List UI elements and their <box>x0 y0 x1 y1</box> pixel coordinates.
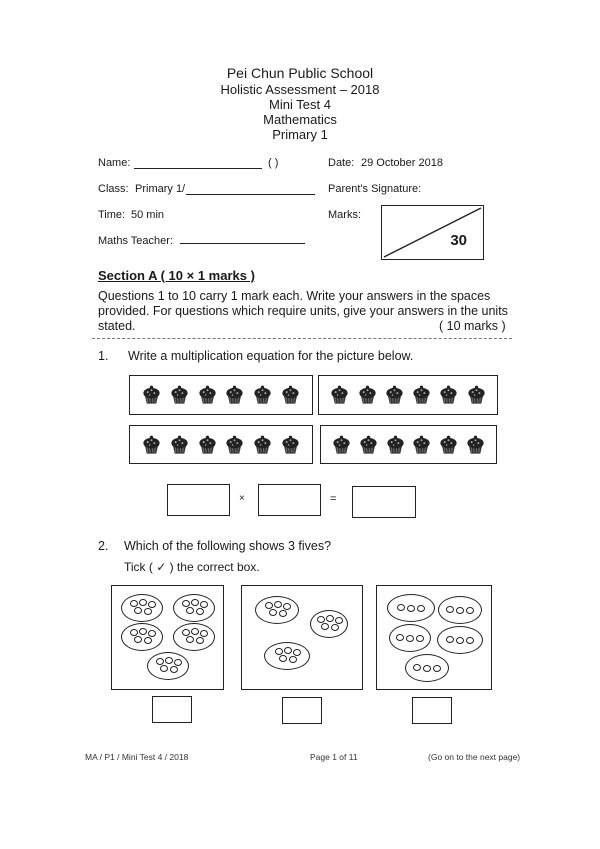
teacher-field[interactable] <box>180 243 305 244</box>
footer-code: MA / P1 / Mini Test 4 / 2018 <box>85 752 189 762</box>
marks-diagonal-line <box>382 206 483 259</box>
class-label: Class: <box>98 183 129 195</box>
group-oval <box>438 596 482 624</box>
counter-dot <box>279 610 287 617</box>
group-oval <box>389 624 431 652</box>
counter-dot <box>417 605 425 612</box>
time-value: 50 min <box>131 209 165 221</box>
cupcake-icon <box>280 384 301 406</box>
counter-dot <box>446 606 454 613</box>
counter-dot <box>284 647 292 654</box>
cupcake-group <box>129 375 313 415</box>
counter-dot <box>396 634 404 641</box>
equals-sign: = <box>330 493 337 505</box>
counter-dot <box>148 601 156 608</box>
times-sign: × <box>239 493 245 504</box>
school-name: Pei Chun Public School <box>226 65 374 81</box>
cupcake-icon <box>252 384 273 406</box>
counter-dot <box>279 655 287 662</box>
cupcake-icon <box>141 434 162 456</box>
counter-dot <box>186 636 194 643</box>
cupcake-icon <box>329 384 350 406</box>
counter-dot <box>130 600 138 607</box>
counter-dot <box>191 599 199 606</box>
cupcake-icon <box>385 434 406 456</box>
q1-text: Write a multiplication equation for the picture below. <box>128 349 414 363</box>
section-title: Section A ( 10 × 1 marks ) <box>98 268 255 283</box>
counter-dot <box>269 609 277 616</box>
marks-label: Marks: <box>328 209 361 221</box>
counter-dot <box>186 607 194 614</box>
cupcake-icon <box>438 434 459 456</box>
counter-dot <box>317 616 325 623</box>
group-oval <box>173 594 215 622</box>
counter-dot <box>407 605 415 612</box>
tick-box-option-a[interactable] <box>152 696 192 723</box>
option-b-panel <box>241 585 363 690</box>
cupcake-icon <box>411 434 432 456</box>
counter-dot <box>416 635 424 642</box>
counter-dot <box>134 636 142 643</box>
cupcake-icon <box>197 384 218 406</box>
date-value: 29 October 2018 <box>361 157 443 169</box>
cupcake-group <box>129 425 313 464</box>
marks-box <box>381 205 484 260</box>
level-title: Primary 1 <box>272 127 328 142</box>
counter-dot <box>265 602 273 609</box>
answer-box-product[interactable] <box>352 486 416 518</box>
counter-dot <box>148 630 156 637</box>
footer-next-page: (Go on to the next page) <box>428 752 521 762</box>
cupcake-icon <box>169 434 190 456</box>
cupcake-icon <box>357 384 378 406</box>
cupcake-icon <box>280 434 301 456</box>
test-title: Mini Test 4 <box>269 97 331 112</box>
cupcake-icon <box>197 434 218 456</box>
counter-dot <box>200 630 208 637</box>
counter-dot <box>293 649 301 656</box>
class-field[interactable] <box>186 194 315 195</box>
option-c-panel <box>376 585 492 690</box>
counter-dot <box>413 664 421 671</box>
counter-dot <box>423 665 431 672</box>
counter-dot <box>134 607 142 614</box>
group-oval <box>264 642 310 670</box>
counter-dot <box>144 637 152 644</box>
group-oval <box>405 654 449 682</box>
cupcake-icon <box>224 384 245 406</box>
counter-dot <box>130 629 138 636</box>
counter-dot <box>466 637 474 644</box>
cupcake-icon <box>465 434 486 456</box>
group-oval <box>121 594 163 622</box>
counter-dot <box>331 624 339 631</box>
counter-dot <box>174 659 182 666</box>
counter-dot <box>170 666 178 673</box>
cupcake-group <box>320 425 497 464</box>
group-oval <box>147 652 189 680</box>
counter-dot <box>165 657 173 664</box>
group-oval <box>255 596 299 624</box>
counter-dot <box>191 628 199 635</box>
counter-dot <box>433 665 441 672</box>
name-label: Name: <box>98 157 131 169</box>
answer-box-factor-1[interactable] <box>167 484 230 516</box>
q2-number: 2. <box>98 539 109 553</box>
group-oval <box>310 610 348 638</box>
time-label: Time: <box>98 209 126 221</box>
date-label: Date: <box>328 157 355 169</box>
subject-title: Mathematics <box>263 112 337 127</box>
counter-dot <box>289 656 297 663</box>
counter-dot <box>139 628 147 635</box>
counter-dot <box>182 629 190 636</box>
instructions-line-1: Questions 1 to 10 carry 1 mark each. Write your answers in the spaces <box>98 289 491 303</box>
tick-box-option-c[interactable] <box>412 697 452 724</box>
counter-dot <box>456 637 464 644</box>
q2-tick-instruction: Tick ( ✓ ) the correct box. <box>124 560 260 574</box>
counter-dot <box>200 601 208 608</box>
counter-dot <box>456 607 464 614</box>
counter-dot <box>196 637 204 644</box>
counter-dot <box>144 608 152 615</box>
cupcake-icon <box>141 384 162 406</box>
answer-box-factor-2[interactable] <box>258 484 321 516</box>
parent-signature-label: Parent's Signature: <box>328 183 422 195</box>
cupcake-icon <box>169 384 190 406</box>
register-number-field: ( ) <box>268 157 279 169</box>
counter-dot <box>335 617 343 624</box>
cupcake-icon <box>384 384 405 406</box>
marks-total: 30 <box>450 232 467 249</box>
option-a-panel <box>111 585 224 690</box>
instructions-line-3: stated. <box>98 319 136 333</box>
cupcake-group <box>318 375 498 415</box>
cupcake-icon <box>411 384 432 406</box>
tick-box-option-b[interactable] <box>282 697 322 724</box>
counter-dot <box>182 600 190 607</box>
instructions-marks: ( 10 marks ) <box>439 319 506 333</box>
counter-dot <box>466 607 474 614</box>
counter-dot <box>283 603 291 610</box>
group-oval <box>387 594 435 622</box>
group-oval <box>121 623 163 651</box>
q2-text: Which of the following shows 3 fives? <box>124 539 332 553</box>
counter-dot <box>326 615 334 622</box>
group-oval <box>437 626 483 654</box>
cupcake-icon <box>466 384 487 406</box>
footer-page: Page 1 of 11 <box>310 752 358 762</box>
counter-dot <box>156 658 164 665</box>
counter-dot <box>275 648 283 655</box>
q1-number: 1. <box>98 349 109 363</box>
cupcake-icon <box>224 434 245 456</box>
class-value: Primary 1/ <box>135 183 186 195</box>
cupcake-icon <box>331 434 352 456</box>
counter-dot <box>406 635 414 642</box>
cupcake-icon <box>438 384 459 406</box>
teacher-label: Maths Teacher: <box>98 235 174 247</box>
group-oval <box>173 623 215 651</box>
counter-dot <box>446 636 454 643</box>
counter-dot <box>321 623 329 630</box>
name-field[interactable] <box>134 168 262 169</box>
instructions-line-2: provided. For questions which require units, give your answers in the units <box>98 304 508 318</box>
counter-dot <box>274 601 282 608</box>
cupcake-icon <box>252 434 273 456</box>
section-divider <box>92 338 512 339</box>
counter-dot <box>160 665 168 672</box>
counter-dot <box>139 599 147 606</box>
cupcake-icon <box>358 434 379 456</box>
counter-dot <box>196 608 204 615</box>
counter-dot <box>397 604 405 611</box>
assessment-title: Holistic Assessment – 2018 <box>220 82 380 97</box>
